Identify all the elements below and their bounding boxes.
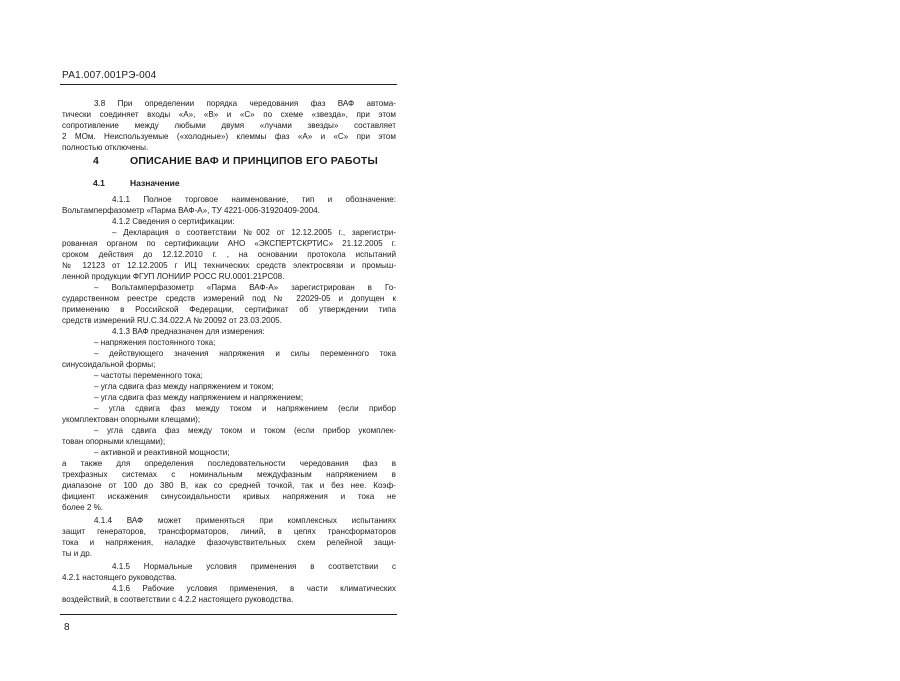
text-line: синусоидальной формы; xyxy=(62,360,156,369)
text-line: фициент искажения синусоидальности кривых напряжения и тока не xyxy=(62,492,396,501)
list-item-line: – угла сдвига фаз между напряжением и напряжением; xyxy=(94,393,304,402)
text-line: рованная органом по сертификации АНО «ЭКСПЕРТСКРТИС» 21.12.2005 г. xyxy=(62,239,396,248)
text-line: диапазоне от 100 до 380 В, как со средней точкой, так и без нее. Коэф- xyxy=(62,481,396,490)
document-code: РА1.007.001РЭ-004 xyxy=(62,70,157,81)
text-line: 4.1.5 Нормальные условия применения в соответствии с xyxy=(112,562,396,571)
text-line: 4.1.2 Сведения о сертификации: xyxy=(112,217,235,226)
list-item-line: – напряжения постоянного тока; xyxy=(94,338,216,347)
list-item-line: – частоты переменного тока; xyxy=(94,371,203,380)
text-line: ты и др. xyxy=(62,549,93,558)
text-line: укомплектован опорными клещами); xyxy=(62,415,201,424)
text-line: 3.8 При определении порядка чередования фаз ВАФ автома- xyxy=(94,99,396,108)
header-rule xyxy=(60,84,397,85)
text-line: трехфазных системах с номинальным междуфазным напряжением в xyxy=(62,470,396,479)
text-line: тически соединяет входы «А», «В» и «С» по схеме «звезда», при этом xyxy=(62,110,396,119)
section-heading xyxy=(93,155,378,167)
text-line: 4.2.1 настоящего руководства. xyxy=(62,573,177,582)
text-line: 4.1.4 ВАФ может применяться при комплексных испытаниях xyxy=(94,516,396,525)
text-line: 4.1.6 Рабочие условия применения, в части климатических xyxy=(112,584,396,593)
text-line: сопротивление между любыми двумя «лучами звезды» составляет xyxy=(62,121,396,130)
text-line: Вольтамперфазометр «Парма ВАФ-А», ТУ 4221-006-31920409-2004. xyxy=(62,206,320,215)
text-line: применению в Российской Федерации, сертификат об утверждении типа xyxy=(62,305,396,314)
text-line: тока и напряжения, наладке фазочувствительных схем релейной защи- xyxy=(62,538,396,547)
text-line: средств измерений RU.C.34.022.A № 20092 от 23.03.2005. xyxy=(62,316,282,325)
page-number: 8 xyxy=(64,622,70,633)
subsection-heading-number: 4.1 xyxy=(93,178,105,188)
text-line: воздействий, в соответствии с 4.2.2 настоящего руководства. xyxy=(62,595,294,604)
text-line: полностью отключены. xyxy=(62,143,149,152)
footer-rule xyxy=(60,614,397,615)
text-line: 2 МОм. Неиспользуемые («холодные») клеммы фаз «А» и «С» при этом xyxy=(62,132,396,141)
section-heading-title: ОПИСАНИЕ ВАФ И ПРИНЦИПОВ ЕГО РАБОТЫ xyxy=(130,155,379,167)
list-item-line: – активной и реактивной мощности; xyxy=(94,448,230,457)
subsection-heading-title: Назначение xyxy=(130,178,180,188)
text-line: более 2 %. xyxy=(62,503,104,512)
text-line: 4.1.1 Полное торговое наименование, тип и обозначение: xyxy=(112,195,396,204)
list-item-line: – угла сдвига фаз между напряжением и током; xyxy=(94,382,274,391)
text-line: тован опорными клещами); xyxy=(62,437,166,446)
list-item-line: – Декларация о соответствии №002 от 12.12.2005 г., зарегистри- xyxy=(112,228,396,237)
section-heading-number: 4 xyxy=(93,155,100,167)
text-line: защит генераторов, трансформаторов, линий, в цепях трансформаторов xyxy=(62,527,396,536)
list-item-line: – угла сдвига фаз между током и током (если прибор укомплек- xyxy=(94,426,396,435)
text-line: ленной продукции ФГУП ЛОНИИР РОСС RU.0001.21РС08. xyxy=(62,272,285,281)
text-line: а также для определения последовательности чередования фаз в xyxy=(62,459,396,468)
text-line: сударственном реестре средств измерений под № 22029-05 и допущен к xyxy=(62,294,396,303)
list-item-line: – действующего значения напряжения и силы переменного тока xyxy=(94,349,396,358)
text-line: сроком действия до 12.12.2010 г. , на основании протокола испытаний xyxy=(62,250,396,259)
list-item-line: – угла сдвига фаз между током и напряжением (если прибор xyxy=(94,404,396,413)
list-item-line: – Вольтамперфазометр «Парма ВАФ-А» зарегистрирован в Го- xyxy=(94,283,396,292)
subsection-heading xyxy=(93,178,180,188)
text-line: № 12123 от 12.12.2005 г ИЦ технических средств электросвязи и промыш- xyxy=(62,261,396,270)
text-line: 4.1.3 ВАФ предназначен для измерения: xyxy=(112,327,265,336)
